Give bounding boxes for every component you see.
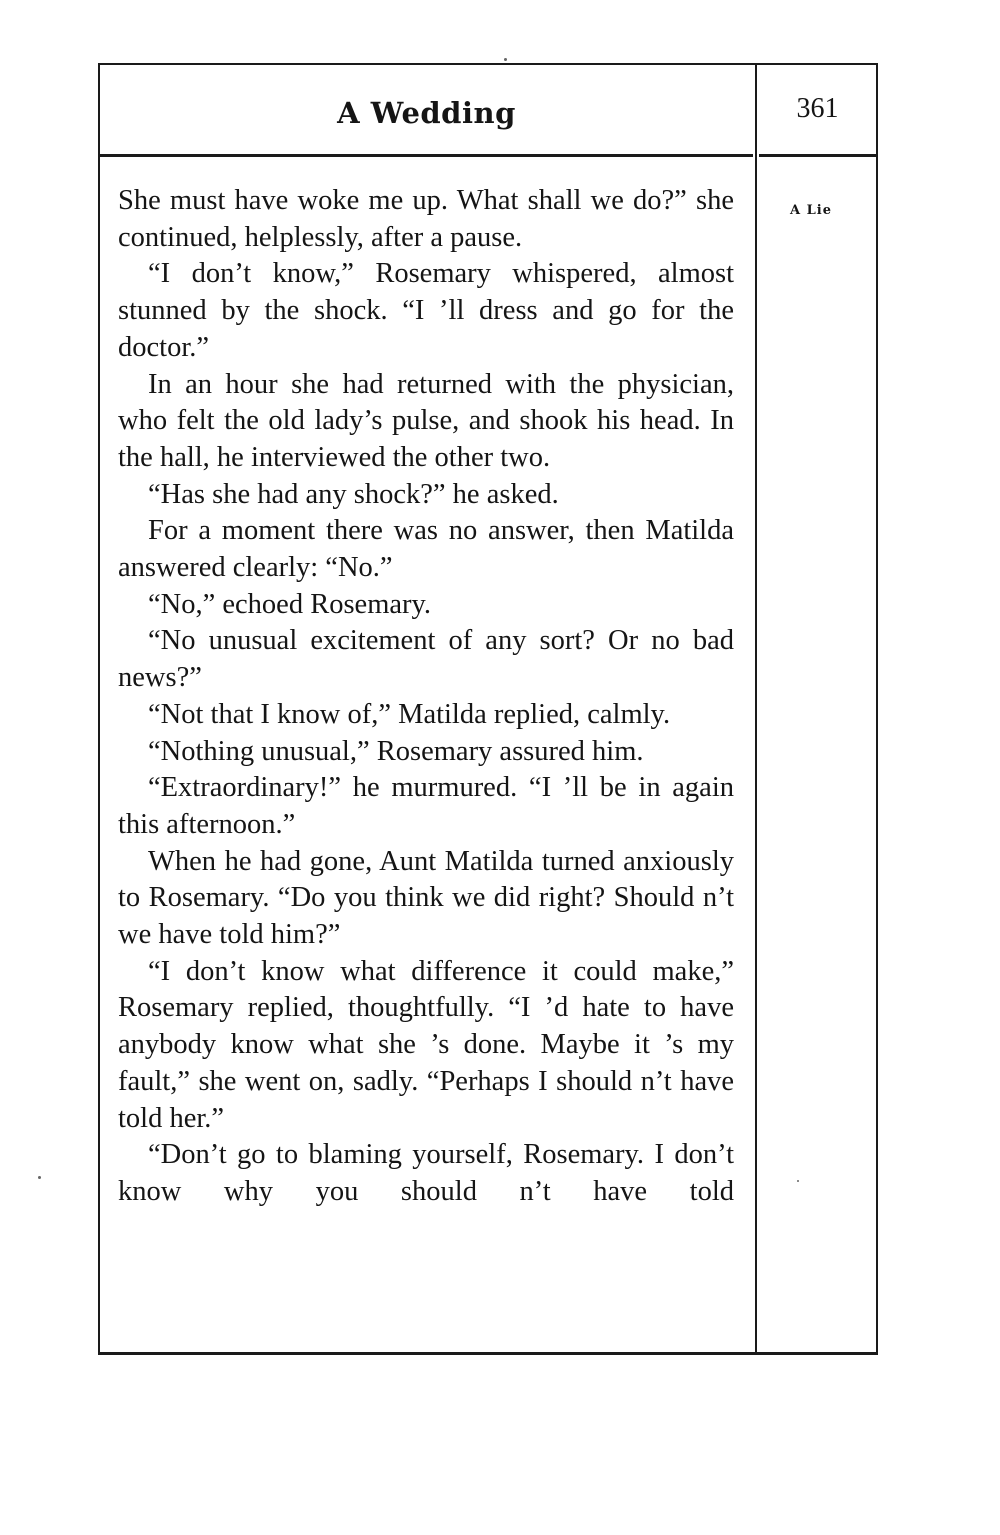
running-title: A Wedding: [337, 96, 516, 130]
paragraph: “Don’t go to blaming yourself, Rosemary. I don’t know why you should n’t have told: [118, 1139, 734, 1207]
paragraph: She must have woke me up. What shall we do?” she continued, helplessly, after a pause.: [118, 185, 734, 253]
margin-note: A Lie: [790, 203, 832, 218]
margin-column-divider: [755, 63, 757, 1355]
paragraph: “Has she had any shock?” he asked.: [148, 478, 559, 510]
print-speck: [38, 1176, 41, 1179]
print-speck: [797, 1180, 799, 1182]
header-rule-left: [98, 154, 753, 157]
header-rule-right: [759, 154, 878, 157]
body-text: [118, 183, 734, 1211]
print-speck: [504, 58, 507, 61]
paragraph: When he had gone, Aunt Matilda turned anxiously to Rosemary. “Do you think we did right? Should n’t we have told him?”: [118, 845, 734, 951]
paragraph: In an hour she had returned with the physician, who felt the old lady’s pulse, and shook his head. In the hall, he interviewed the other two.: [118, 368, 734, 473]
paragraph: “Not that I know of,” Matilda replied, calmly.: [148, 698, 671, 730]
paragraph: “I don’t know what difference it could make,” Rosemary replied, thoughtfully. “I ’d hate to have anybody know what she ’s done. Maybe it ’s my fault,” she went on, sadly. “Perhaps I should n’t have told her.”: [118, 955, 734, 1134]
page-number: 361: [796, 93, 839, 124]
paragraph: “Extraordinary!” he murmured. “I ’ll be in again this afternoon.”: [118, 772, 734, 840]
paragraph: For a moment there was no answer, then Matilda answered clearly: “No.”: [118, 515, 734, 584]
paragraph: “I don’t know,” Rosemary whispered, almost stunned by the shock. “I ’ll dress and go for the doctor.”: [118, 258, 734, 363]
paragraph: “No unusual excitement of any sort? Or no bad news?”: [118, 625, 734, 694]
paragraph: “Nothing unusual,” Rosemary assured him.: [148, 735, 644, 767]
paragraph: “No,” echoed Rosemary.: [148, 588, 432, 620]
